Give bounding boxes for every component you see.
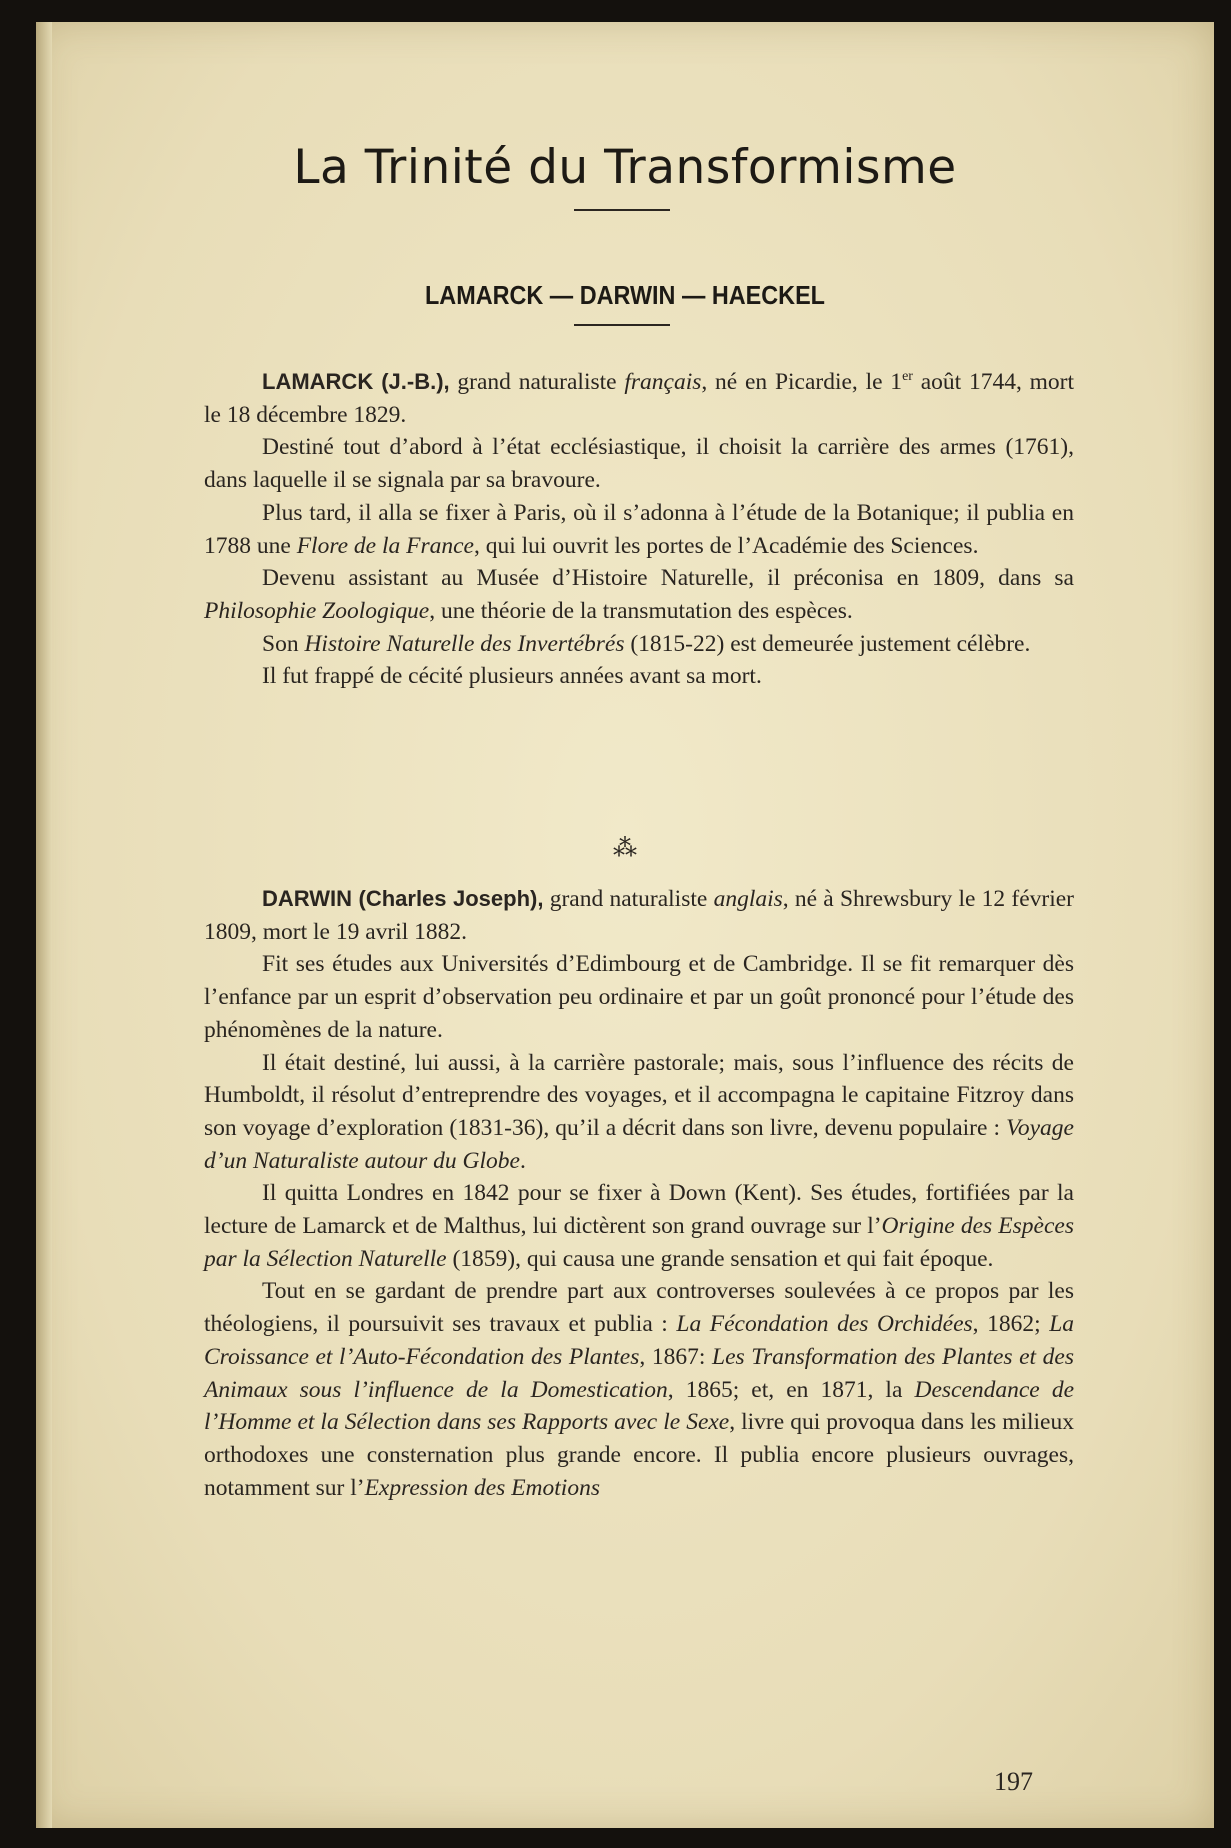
darwin-paragraph-1 xyxy=(204,883,1074,948)
subtitle: LAMARCK — DARWIN — HAECKEL xyxy=(425,280,825,310)
text-run: Son xyxy=(262,630,305,657)
subtitle-rule xyxy=(574,324,670,326)
lamarck-paragraph-2: Destiné tout d’abord à l’état ecclésiastique, il choisit la carrière des armes (1761), dans laquelle il se signala par sa bravoure. xyxy=(204,434,1074,494)
darwin-paragraph-4 xyxy=(204,1177,1074,1275)
text-run: , une théorie de la transmutation des espèces. xyxy=(429,597,853,624)
italic-run: Histoire Naturelle des Invertébrés xyxy=(304,630,625,657)
italic-run: La Fécondation des Orchidées xyxy=(676,1311,973,1338)
text-run: Devenu assistant au Musée d’Histoire Naturelle, il préconisa en 1809, dans sa xyxy=(262,565,1074,592)
text-run: , qui lui ouvrit les portes de l’Académie des Sciences. xyxy=(473,532,979,559)
lamarck-paragraph-6: Il fut frappé de cécité plusieurs années avant sa mort. xyxy=(262,663,762,690)
text-run: , 1865; et, en 1871, la xyxy=(667,1376,915,1403)
text-run: août 1744, mort le 18 décembre 1829. xyxy=(204,369,1074,428)
text-run: (1815-22) est demeurée justement célèbre. xyxy=(624,630,1031,657)
italic-run: La Croissance et l’Auto-Fécondation des Plantes xyxy=(204,1311,1075,1370)
text-run: . xyxy=(519,1147,526,1174)
italic-run: Expression des Emotions xyxy=(364,1474,600,1501)
text-run: , né à Shrewsbury le 12 février 1809, mort le 19 avril 1882. xyxy=(204,886,1075,945)
italic-run: Philosophie Zoologique xyxy=(204,597,430,624)
text-run: grand naturaliste xyxy=(449,369,625,395)
superscript: er xyxy=(902,369,913,385)
lamarck-paragraph-5 xyxy=(204,628,1074,661)
text-run: Il était destiné, lui aussi, à la carrière pastorale; mais, sous l’influence des récits de Humboldt, il résolut d’entreprendre des voyages, et il accompagna le capitaine Fitzroy dans son voyage d’exploration (1831-36), qu’il a décrit dans son livre, devenu populaire : xyxy=(204,1049,1074,1141)
italic-run: Origine des Espèces par la Sélection Naturelle xyxy=(204,1213,1074,1272)
italic-run: Descendance de l’Homme et la Sélection dans ses Rapports avec le Sexe xyxy=(204,1376,1074,1436)
lamarck-paragraph-4 xyxy=(204,562,1074,627)
text-run: Il quitta Londres en 1842 pour se fixer à Down (Kent). Ses études, fortifiées par la lecture de Lamarck et de Malthus, lui dictèrent son grand ouvrage sur l’ xyxy=(204,1180,1074,1240)
darwin-name: DARWIN (Charles Joseph), xyxy=(262,886,544,911)
page-number: 197 xyxy=(994,1767,1033,1796)
section-separator: ⁂ xyxy=(613,836,637,862)
page-spine-shadow xyxy=(36,22,52,1828)
text-run: , livre qui provoqua dans les milieux orthodoxes une consternation plus grande encore. Il publia encore plusieurs ouvrages, notamment sur l’ xyxy=(204,1409,1074,1501)
darwin-section xyxy=(204,883,1074,1504)
text-run: (1859), qui causa une grande sensation et qui fait époque. xyxy=(446,1245,994,1272)
text-run: , né en Picardie, le 1 xyxy=(701,369,903,395)
text-run: , 1867: xyxy=(639,1343,712,1370)
book-page xyxy=(36,22,1214,1828)
italic-run: Voyage d’un Naturaliste autour du Globe xyxy=(204,1114,1074,1174)
text-run: Tout en se gardant de prendre part aux controverses soulevées à ce propos par les théologiens, il poursuivit ses travaux et publia : xyxy=(204,1278,1074,1338)
italic-run: Flore de la France xyxy=(296,532,474,559)
italic-run: Les Transformation des Plantes et des Animaux sous l’influence de la Domestication xyxy=(204,1343,1075,1403)
italic-run: français xyxy=(624,369,702,395)
title-rule xyxy=(574,209,670,211)
text-run: Plus tard, il alla se fixer à Paris, où il s’adonna à l’étude de la Botanique; il publia en 1788 une xyxy=(204,499,1074,559)
page-title: La Trinité du Transformisme xyxy=(293,140,957,195)
lamarck-section xyxy=(204,366,1074,693)
lamarck-name: LAMARCK (J.-B.), xyxy=(262,369,450,394)
darwin-paragraph-5 xyxy=(204,1275,1074,1504)
lamarck-paragraph-3 xyxy=(204,497,1074,562)
text-run: grand naturaliste xyxy=(543,886,714,912)
darwin-paragraph-3 xyxy=(204,1047,1074,1178)
italic-run: anglais xyxy=(713,886,783,912)
darwin-paragraph-2: Fit ses études aux Universités d’Edimbourg et de Cambridge. Il se fit remarquer dès l’enfance par un esprit d’observation peu ordinaire et par un goût prononcé pour l’étude des phénomènes de la nature. xyxy=(204,951,1074,1043)
text-run: , 1862; xyxy=(972,1311,1050,1338)
lamarck-paragraph-1 xyxy=(204,366,1074,431)
